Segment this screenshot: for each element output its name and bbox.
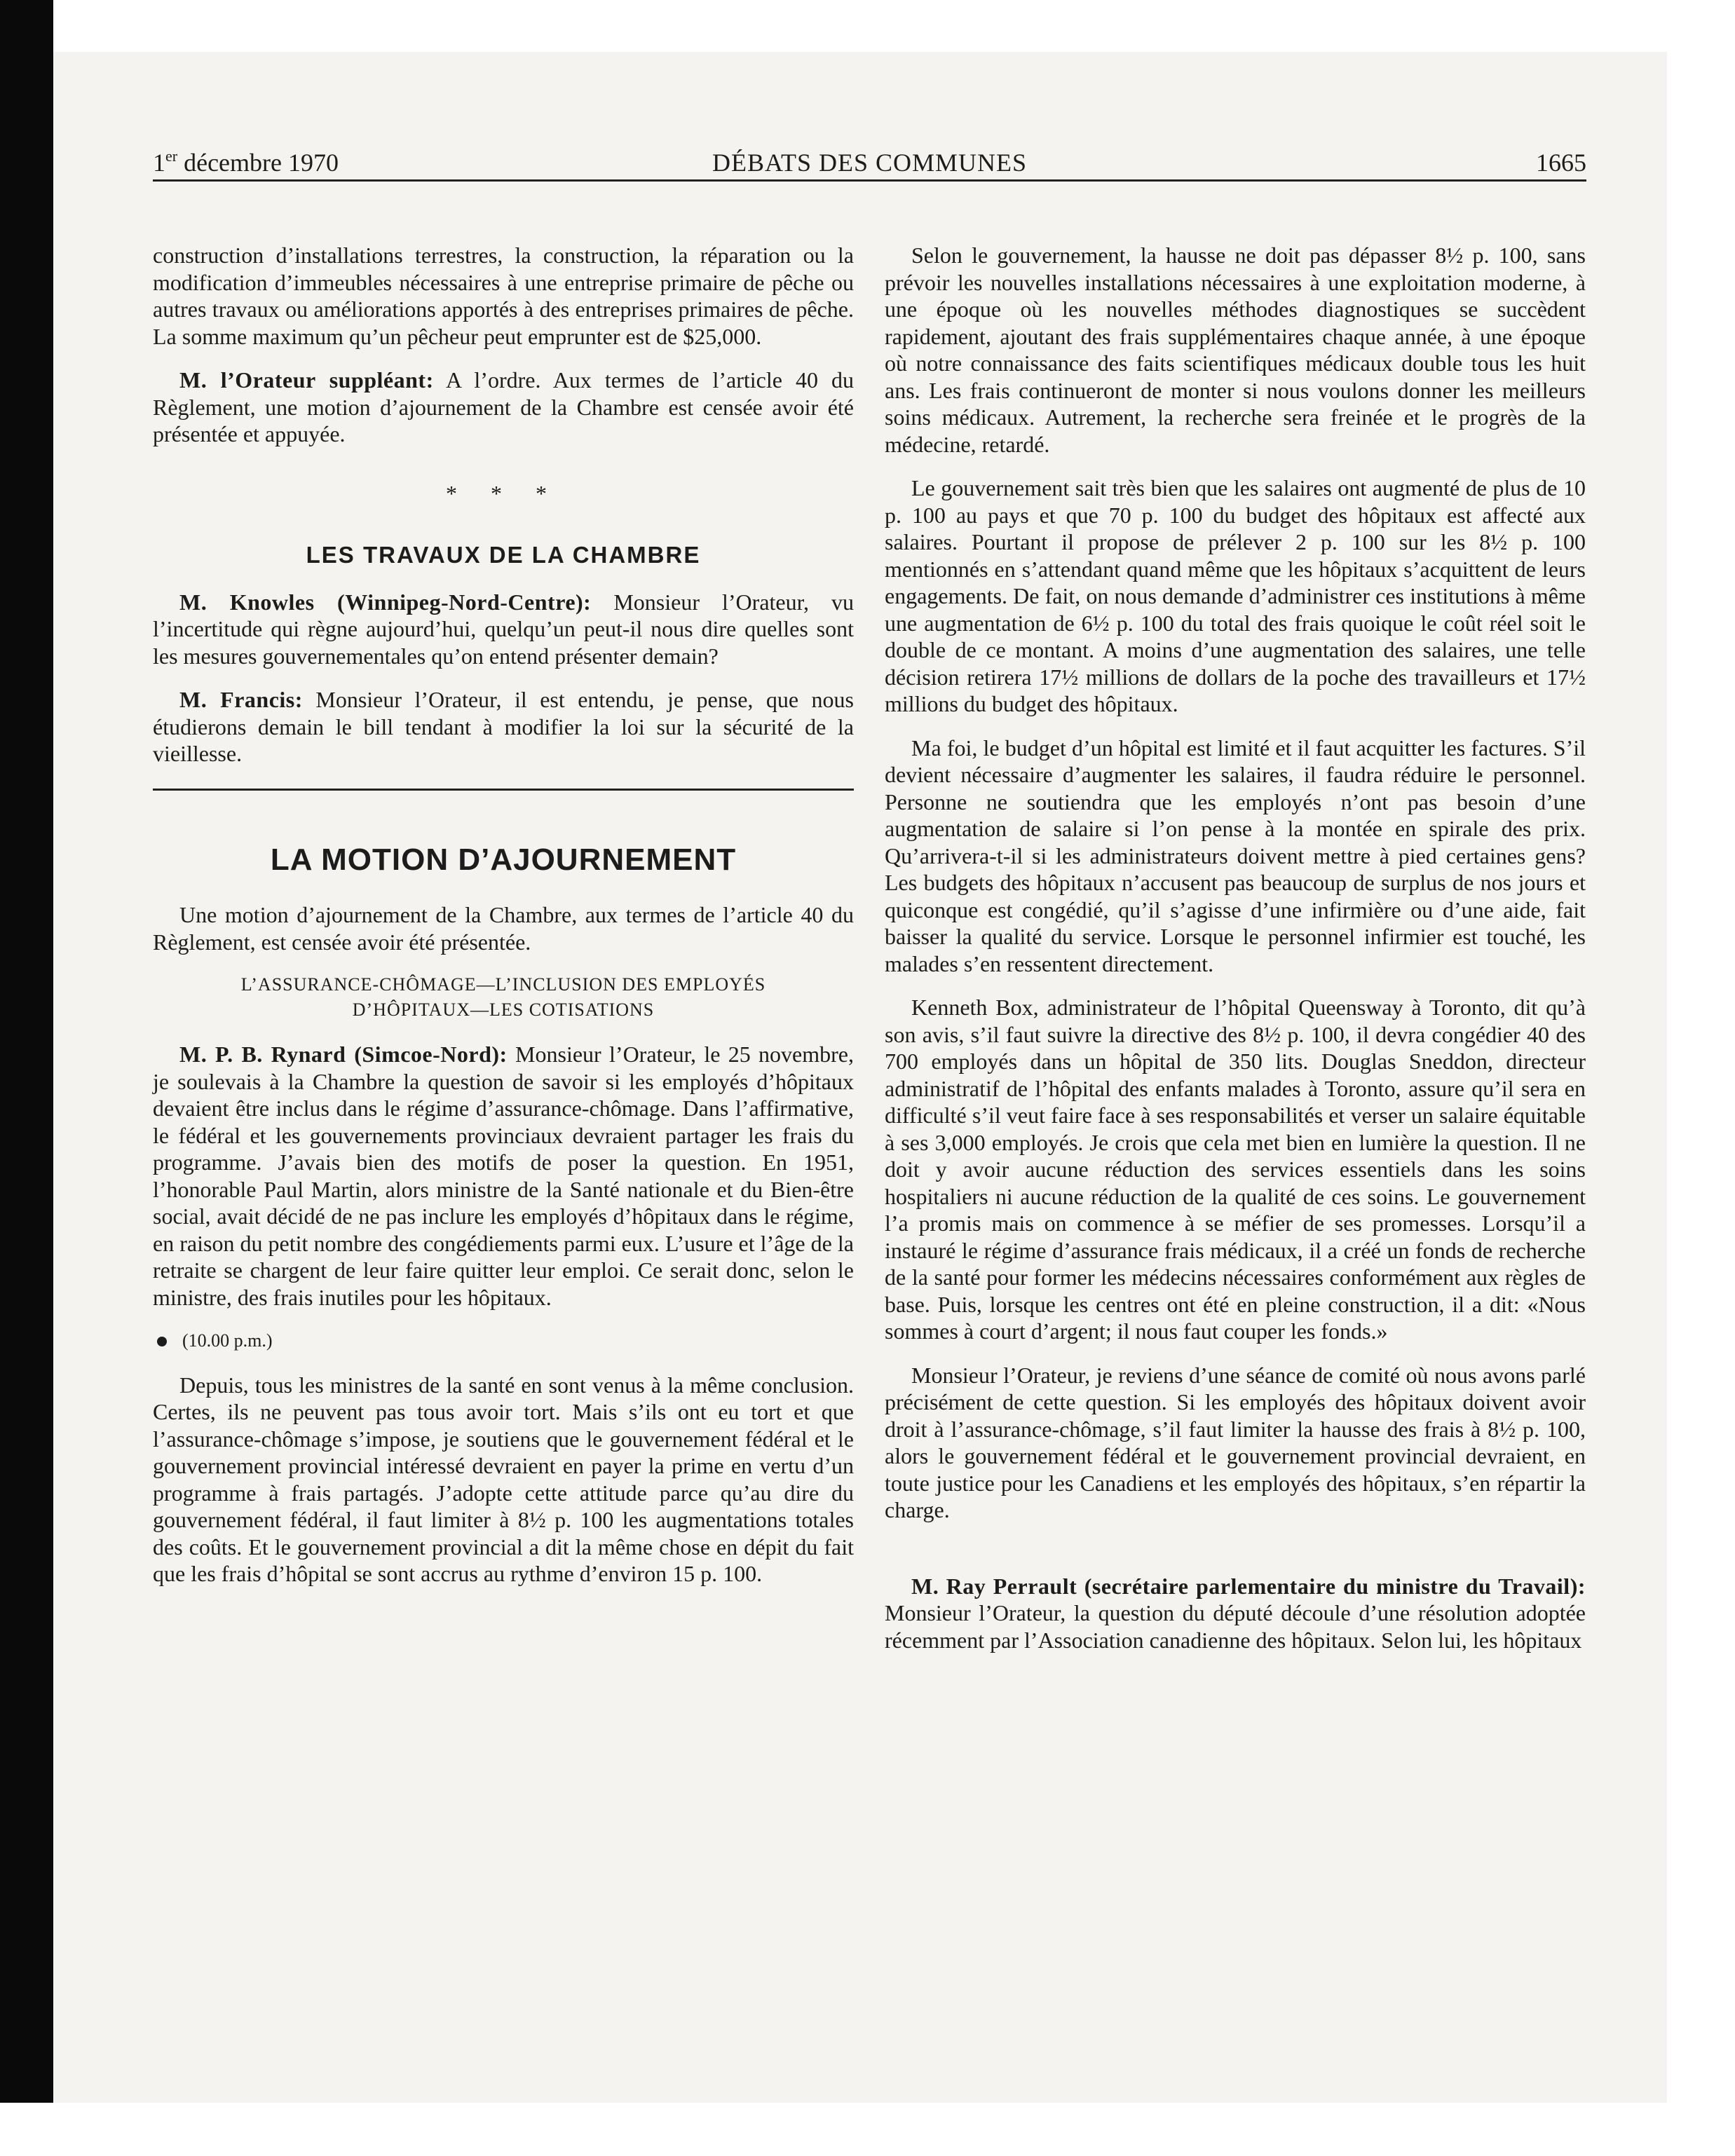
sub-heading-line: L’ASSURANCE-CHÔMAGE—L’INCLUSION DES EMPLOYÉS — [240, 974, 766, 995]
header-rule — [153, 179, 1586, 182]
speaker-name: M. Francis: — [179, 687, 303, 712]
section-rule — [153, 789, 854, 791]
main-heading: LA MOTION D’AJOURNEMENT — [270, 842, 737, 877]
paragraph — [153, 367, 854, 448]
paragraph: Monsieur l’Orateur, je reviens d’une séance de comité où nous avons parlé précisément de cette question. Si les employés des hôpitaux doivent avoir droit à l’assurance-chômage, s’il faut limiter la hausse des frais à 8½ p. 100, alors le gouvernement fédéral et le gouvernement provincial devraient, en toute justice pour les Canadiens et les employés des hôpitaux, s’en répartir la charge. — [885, 1362, 1586, 1522]
speech-text: Monsieur l’Orateur, il est entendu, je pense, que nous étudierons demain le bill tendant à modifier la loi sur la sécurité de la vieillesse. — [153, 687, 855, 766]
paragraph — [153, 589, 854, 670]
page-number: 1665 — [1536, 149, 1586, 177]
scan-border-top — [0, 0, 1735, 52]
timestamp-text: (10.00 p.m.) — [182, 1330, 273, 1351]
header-date-suffix: er — [165, 147, 178, 165]
speech-text: Monsieur l’Orateur, le 25 novembre, je soulevais à la Chambre la question de savoir si les employés d’hôpitaux devaient être inclus dans le régime d’assurance-chômage. Dans l’affirmative, le fédéral et les gouvernements provinciaux devraient partager les frais du programme. J’avais bien des motifs de poser la question. En 1951, l’honorable Paul Martin, alors ministre de la Santé nationale et du Bien-être social, avait décidé de ne pas inclure les employés d’hôpitaux dans le régime, en raison du petit nombre des congédiements parmi eux. L’usure et l’âge de la retraite se chargent de leur faire quitter leur emploi. Ce serait donc, selon le ministre, des frais inutiles pour les hôpitaux. — [153, 1042, 855, 1310]
paragraph: Le gouvernement sait très bien que les salaires ont augmenté de plus de 10 p. 100 au pays et que 70 p. 100 du budget des hôpitaux est affecté aux salaires. Pourtant il propose de prélever 2 p. 100 sur les 8½ p. 100 mentionnés en s’attendant quand même que les hôpitaux s’acquittent de leurs engagements. De fait, on nous demande d’administrer ces institutions à même une augmentation de 6½ p. 100 du total des frais quoique le coût réel soit le double de ce montant. A moins d’une augmentation des salaires, une telle décision retirera 17½ millions de dollars de la poche des travailleurs et 17½ millions du budget des hôpitaux. — [885, 475, 1586, 716]
sub-heading-line: D’HÔPITAUX—LES COTISATIONS — [352, 999, 655, 1020]
sub-heading — [153, 972, 854, 1023]
right-column — [885, 242, 1586, 1670]
header-title: DÉBATS DES COMMUNES — [712, 149, 1028, 177]
speaker-name: M. Knowles (Winnipeg-Nord-Centre): — [179, 589, 592, 615]
paragraph: Kenneth Box, administrateur de l’hôpital Queensway à Toronto, dit qu’à son avis, s’il faut suivre la directive des 8½ p. 100, il devra congédier 40 des 700 employés dans un hôpital de 350 lits. Douglas Sneddon, directeur administratif de l’hôpital des enfants malades à Toronto, assure qu’il sera en difficulté s’il veut faire face à ses responsabilités et verser un salaire équitable à ses 3,000 employés. Je crois que cela met bien en lumière la question. Il ne doit y avoir aucune réduction des services essentiels dans les soins hospitaliers ni aucune réduction de la qualité de ces soins. Le gouvernement l’a promis mais on commence à se méfier de ses promesses. Lorsqu’il a instauré le régime d’assurance frais médicaux, il a créé un fonds de recherche de la santé pour former les médecins nécessaires conformément aux règles de base. Puis, lorsque les centres ont été en pleine construction, il a dit: «Nous sommes à court d’argent; il nous faut couper les fonds.» — [885, 995, 1586, 1344]
section-heading: LES TRAVAUX DE LA CHAMBRE — [306, 542, 701, 568]
bullet-icon — [157, 1337, 167, 1346]
paragraph: Depuis, tous les ministres de la santé en sont venus à la même conclusion. Certes, ils ne peuvent pas tous avoir tort. Mais s’ils ont eu tort et que l’assurance-chômage s’impose, je soutiens que le gouvernement fédéral et le gouvernement provincial intéressé devraient en payer la prime en vertu d’un programme à frais partagés. J’adopte cette attitude parce qu’au dire du gouvernement fédéral, il faut limiter à 8½ p. 100 les augmentations totales des coûts. Et le gouvernement provincial a dit la même chose en dépit du fait que les frais d’hôpital se sont accrus au rythme d’environ 15 p. 100. — [153, 1372, 854, 1586]
left-column — [153, 242, 854, 1604]
paragraph: Selon le gouvernement, la hausse ne doit pas dépasser 8½ p. 100, sans prévoir les nouvelles installations nécessaires à une exploitation moderne, à une époque où les nouvelles méthodes diagnostiques se succèdent rapidement, ajoutant des frais supplémentaires chaque année, à une époque où notre connaissance des faits scientifiques médicaux double tous les huit ans. Les frais continueront de monter si nous voulons donner les meilleurs soins médicaux. Autrement, la recherche sera freinée et le progrès de la médecine, retardé. — [885, 243, 1586, 457]
paragraph: Ma foi, le budget d’un hôpital est limité et il faut acquitter les factures. S’il devient nécessaire d’augmenter les salaires, il faudra réduire le personnel. Personne ne soutiendra que les employés n’ont pas besoin d’une augmentation de salaire si l’on pense à la montée en spirale des prix. Qu’arrivera-t-il si les administrateurs doivent mettre à pied certaines gens? Les budgets des hôpitaux n’accusent pas beaucoup de surplus de nos jours et quiconque est congédié, qu’il s’agisse d’une infirmière ou d’une aide, fait baisser la qualité du service. Lorsque le personnel infirmier est touché, les malades s’en ressentent directement. — [885, 735, 1586, 976]
paragraph — [153, 686, 854, 767]
running-header — [153, 144, 1586, 181]
timestamp — [153, 1328, 854, 1355]
speech-text: Monsieur l’Orateur, la question du député découle d’une résolution adoptée récemment par l’Association canadienne des hôpitaux. Selon lui, les hôpitaux — [885, 1600, 1586, 1653]
speech-text: A l’ordre. Aux termes de l’article 40 du Règlement, une motion d’ajournement de la Chambre est censée avoir été présentée et appuyée. — [153, 367, 855, 446]
paragraph: construction d’installations terrestres, la construction, la réparation ou la modification d’immeubles nécessaires à une entreprise primaire de pêche ou autres travaux ou améliorations apportés à des entreprises primaires de pêche. La somme maximum qu’un pêcheur peut emprunter est de $25,000. — [153, 243, 854, 349]
speaker-name: M. P. B. Rynard (Simcoe-Nord): — [179, 1042, 508, 1067]
section-separator: * * * — [446, 480, 561, 506]
spacer — [885, 1541, 1586, 1573]
scan-border-left — [0, 0, 53, 2103]
header-date-day: 1 — [153, 149, 165, 177]
paragraph — [153, 1041, 854, 1311]
speaker-name: M. l’Orateur suppléant: — [179, 367, 434, 393]
speech-text: Monsieur l’Orateur, vu l’incertitude qui règne aujourd’hui, quelqu’un peut-il nous dire quelles sont les mesures gouvernementales qu’on entend présenter demain? — [153, 589, 855, 669]
speaker-name: M. Ray Perrault (secrétaire parlementaire du ministre du Travail): — [911, 1573, 1586, 1599]
paragraph — [885, 1573, 1586, 1654]
paragraph: Une motion d’ajournement de la Chambre, aux termes de l’article 40 du Règlement, est censée avoir été présentée. — [153, 902, 854, 955]
header-date-rest: décembre 1970 — [177, 149, 339, 177]
